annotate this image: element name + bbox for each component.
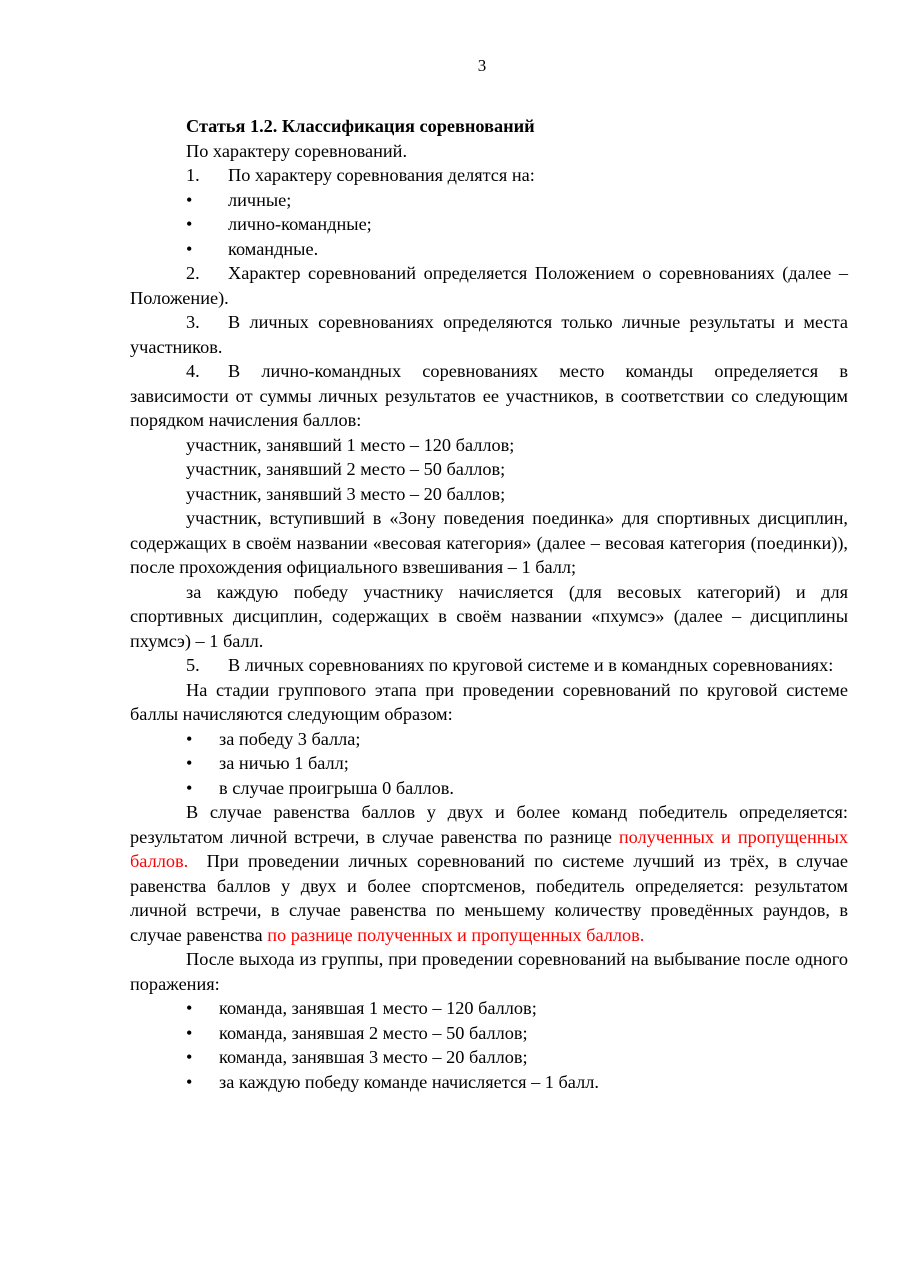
bullet-icon: • <box>186 1047 193 1067</box>
group-stage-paragraph: На стадии группового этапа при проведении соревнований по круговой системе баллы начисляются следующим образом: <box>130 679 848 724</box>
article-heading: Статья 1.2. Классификация соревнований <box>186 116 535 136</box>
list-item-2 <box>130 261 848 310</box>
points-line: участник, занявший 2 место – 50 баллов; <box>186 459 506 479</box>
group-points-bullet <box>130 751 848 776</box>
intro-paragraph: По характеру соревнований. <box>186 140 408 161</box>
bullet-text: командные. <box>228 238 319 259</box>
weigh-in-paragraph: участник, вступивший в «Зону поведения поединка» для спортивных дисциплин, содержащих в своём названии «весовая категория» (далее – весовая категория (поединки)), после прохождения официального взвешивания – 1 балл; <box>130 508 848 577</box>
team-points-bullet <box>130 996 848 1021</box>
knockout-paragraph: После выхода из группы, при проведении соревнований на выбывание после одного поражения: <box>130 949 848 994</box>
tie-highlight-2: по разнице полученных и пропущенных баллов. <box>267 924 645 945</box>
bullet-icon: • <box>186 998 193 1018</box>
bullet-text: за победу 3 балла; <box>219 728 361 749</box>
list-item-5 <box>130 653 848 678</box>
points-line: участник, занявший 1 место – 120 баллов; <box>186 434 515 455</box>
per-win-paragraph: за каждую победу участнику начисляется (для весовых категорий) и для спортивных дисциплин, содержащих в своём названии «пхумсэ» (далее – дисциплины пхумсэ) – 1 балл. <box>130 581 848 651</box>
type-bullet <box>130 237 848 262</box>
item-number: 3. <box>186 312 200 332</box>
bullet-icon: • <box>186 1022 193 1043</box>
type-bullet <box>130 188 848 213</box>
item-text: Характер соревнований определяется Положением о соревнованиях (далее – Положение). <box>130 263 848 308</box>
bullet-text: команда, занявшая 3 место – 20 баллов; <box>219 1047 528 1067</box>
bullet-text: лично-командные; <box>228 214 372 234</box>
list-item-4 <box>130 359 848 433</box>
item-number: 2. <box>186 263 200 283</box>
bullet-icon: • <box>186 189 193 210</box>
bullet-text: за ничью 1 балл; <box>219 753 349 773</box>
item-text: В личных соревнованиях по круговой системе и в командных соревнованиях: <box>228 655 834 675</box>
team-points-bullet <box>130 1021 848 1046</box>
bullet-icon: • <box>186 728 193 749</box>
group-points-bullet <box>130 776 848 801</box>
bullet-text: в случае проигрыша 0 баллов. <box>219 777 454 798</box>
tie-highlight-1: полученных и пропущенных баллов. <box>130 826 848 871</box>
page-number: 3 <box>477 56 487 75</box>
list-item-3 <box>130 310 848 359</box>
bullet-text: за каждую победу команде начисляется – 1 балл. <box>219 1071 599 1092</box>
document-body <box>130 114 853 1094</box>
bullet-text: команда, занявшая 2 место – 50 баллов; <box>219 1022 528 1043</box>
item-number: 1. <box>186 165 200 185</box>
bullet-icon: • <box>186 214 193 234</box>
bullet-text: личные; <box>228 189 292 210</box>
item-number: 5. <box>186 655 200 675</box>
item-text: В личных соревнованиях определяются только личные результаты и места участников. <box>130 312 848 357</box>
tie-break-paragraph <box>130 800 853 947</box>
bullet-icon: • <box>186 753 193 773</box>
type-bullet <box>130 212 848 237</box>
item-number: 4. <box>186 361 200 381</box>
tie-text-2: При проведении личных соревнований по системе лучший из трёх, в случае равенства баллов у двух и более спортсменов, победитель определяется: результатом личной встречи, в случае равенства по меньшему количеству проведённых раундов, в случае равенства <box>130 851 853 945</box>
bullet-icon: • <box>186 238 193 259</box>
bullet-text: команда, занявшая 1 место – 120 баллов; <box>219 998 537 1018</box>
team-points-bullet <box>130 1045 848 1070</box>
points-line: участник, занявший 3 место – 20 баллов; <box>186 483 506 504</box>
group-points-bullet <box>130 727 848 752</box>
bullet-icon: • <box>186 777 193 798</box>
team-points-bullet <box>130 1070 848 1095</box>
list-item-1 <box>130 163 848 188</box>
tie-text-1: В случае равенства баллов у двух и более команд победитель определяется: результатом личной встречи, в случае равенства по разнице <box>130 802 848 847</box>
item-text: В лично-командных соревнованиях место команды определяется в зависимости от суммы личных результатов ее участников, в соответствии со следующим порядком начисления баллов: <box>130 361 848 430</box>
bullet-icon: • <box>186 1071 193 1092</box>
item-text: По характеру соревнования делятся на: <box>228 165 535 185</box>
